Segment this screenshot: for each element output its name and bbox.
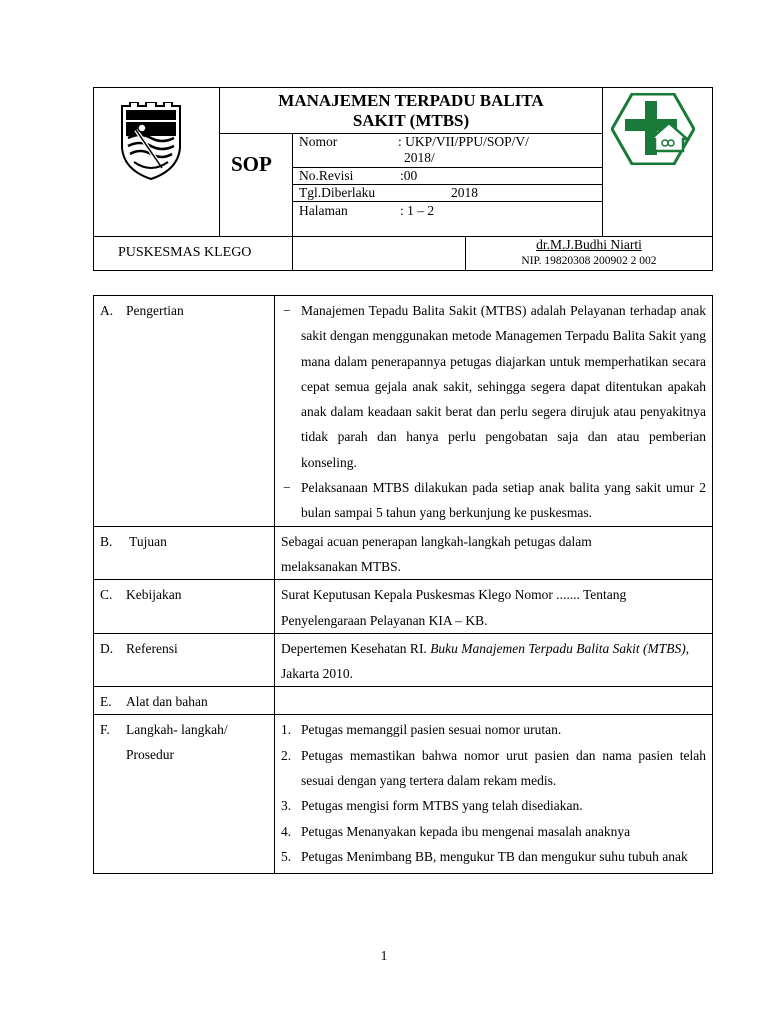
section-label-langkah: Langkah- langkah/ [126, 722, 228, 738]
section-letter: E. [100, 694, 112, 710]
section-label-prosedur: Prosedur [126, 747, 174, 763]
list-item: 3. Petugas mengisi form MTBS yang telah disediakan. [281, 798, 583, 814]
section-letter: F. [100, 722, 110, 738]
field-value-nomor-cont: 2018/ [404, 150, 435, 165]
health-ministry-logo [611, 93, 695, 165]
signer-name: dr.M.J.Budhi Niarti [536, 237, 642, 252]
tujuan-text-line1: Sebagai acuan penerapan langkah-langkah petugas dalam [281, 533, 592, 549]
referensi-place-year: , Jakarta 2010. [281, 640, 690, 682]
list-item: 4. Petugas Menanyakan kepada ibu mengenai masalah anaknya [281, 823, 631, 839]
section-label-tujuan: Tujuan [126, 533, 167, 549]
field-value-tgl: 2018 [451, 185, 478, 200]
field-label-nomor: Nomor [299, 134, 338, 149]
section-letter: D. [100, 640, 114, 656]
field-value-revisi: :00 [400, 168, 418, 183]
section-label-alat-bahan: Alat dan bahan [126, 694, 208, 710]
page-number: 1 [380, 948, 388, 963]
field-label-halaman: Halaman [299, 203, 348, 218]
field-value-halaman: : 1 – 2 [400, 203, 435, 218]
section-label-kebijakan: Kebijakan [126, 587, 182, 603]
table-row [94, 580, 713, 634]
sop-label: SOP [231, 152, 272, 176]
section-letter: B. [100, 533, 113, 549]
kebijakan-text-line1: Surat Keputusan Kepala Puskesmas Klego Nomor ....... Tentang [281, 587, 627, 603]
field-label-tgl: Tgl.Diberlaku [299, 185, 376, 200]
section-letter: A. [100, 303, 114, 318]
section-label-pengertian: Pengertian [126, 303, 184, 318]
referensi-author: Depertemen Kesehatan RI. [281, 640, 431, 656]
referensi-text [275, 633, 713, 687]
list-item: 1. Petugas memanggil pasien sesuai nomor urutan. [281, 722, 562, 738]
list-item: − Manajemen Tepadu Balita Sakit (MTBS) adalah Pelayanan terhadap anak sakit dengan menggunakan metode Managemen Terpadu Balita Sakit yang mana dalam penerapannya petugas diajarkan untuk memperhatikan secara cepat semua gejala anak sakit, sehingga segera dapat ditentukan apakah anak dalam keadaan sakit berat dan perlu segera dirujuk atau penyakitnya tidak parah dan hanya perlu pengobatan saja dan atau pemberian konseling. [281, 298, 706, 475]
table-row [94, 715, 713, 874]
section-label-referensi: Referensi [126, 640, 178, 656]
table-row [94, 633, 713, 687]
regency-emblem-logo [120, 102, 182, 180]
sop-content-table [93, 295, 713, 874]
field-value-nomor: : UKP/VII/PPU/SOP/V/ [398, 134, 529, 149]
section-letter: C. [100, 587, 113, 603]
kebijakan-text-line2: Penyelengaraan Pelayanan KIA – KB. [281, 612, 488, 628]
list-item: 5. Petugas Menimbang BB, mengukur TB dan mengukur suhu tubuh anak [281, 848, 688, 864]
table-row [94, 526, 713, 580]
sop-title-line2: SAKIT (MTBS) [352, 111, 470, 130]
pengertian-list [281, 298, 706, 526]
list-item: − Pelaksanaan MTBS dilakukan pada setiap anak balita yang sakit umur 2 bulan sampai 5 tahun yang berkunjung ke puskesmas. [281, 475, 706, 526]
tujuan-text-line2: melaksanakan MTBS. [281, 558, 401, 574]
sop-title-line1: MANAJEMEN TERPADU BALITA [278, 91, 544, 110]
list-item: 2. Petugas memastikan bahwa nomor urut pasien dan nama pasien telah sesuai dengan yang tertera dalam rekam medis. [281, 747, 706, 789]
field-label-revisi: No.Revisi [299, 168, 354, 183]
puskesmas-name: PUSKESMAS KLEGO [118, 245, 252, 260]
alat-bahan-content [275, 687, 713, 715]
table-row [94, 687, 713, 715]
table-row [94, 296, 713, 527]
procedure-steps [281, 717, 706, 869]
signer-nip: NIP. 19820308 200902 2 002 [521, 255, 657, 267]
referensi-book-title: Buku Manajemen Terpadu Balita Sakit (MTBS) [430, 640, 686, 656]
